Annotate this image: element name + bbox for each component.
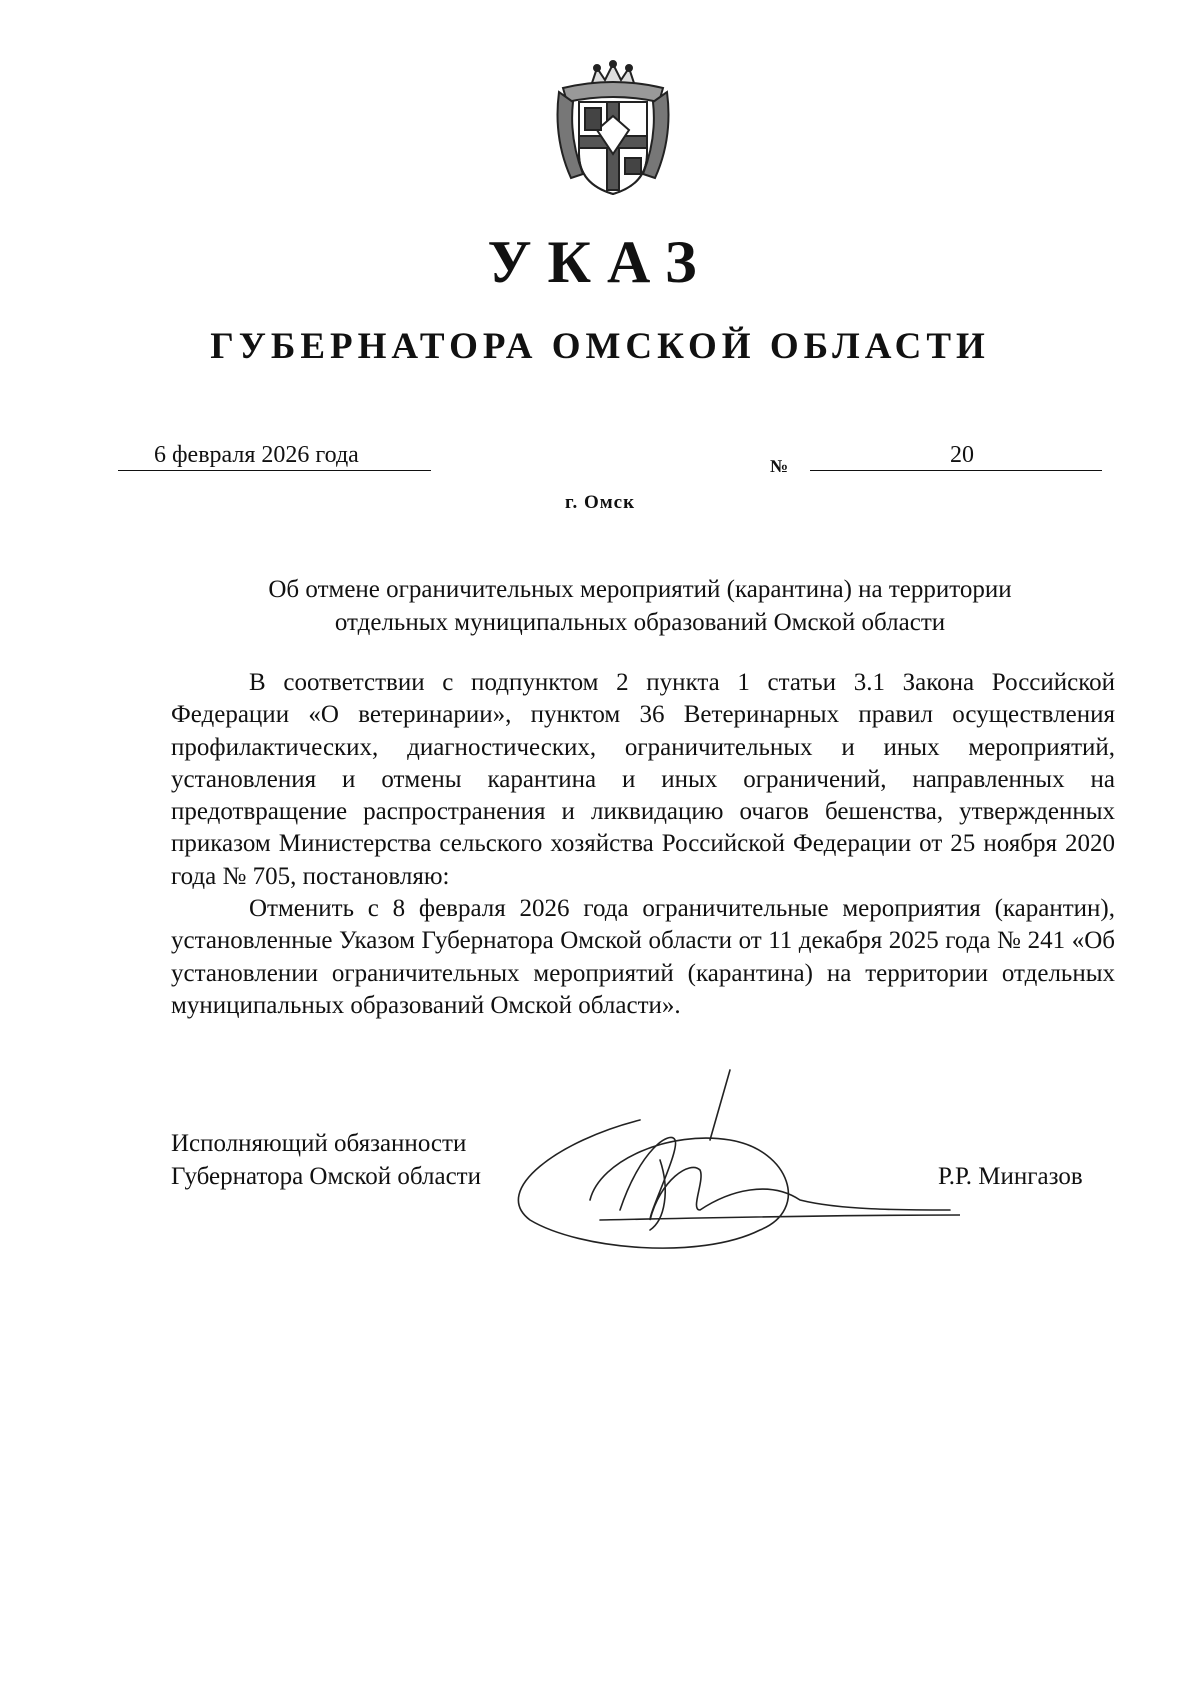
decree-heading-line: Об отмене ограничительных мероприятий (карантина) на территории bbox=[268, 576, 1012, 603]
decree-number: 20 bbox=[950, 442, 974, 468]
decree-heading bbox=[160, 573, 1120, 639]
coat-of-arms-icon bbox=[553, 58, 673, 198]
decree-heading-line: отдельных муниципальных образований Омской области bbox=[334, 609, 946, 636]
body-paragraph: В соответствии с подпунктом 2 пункта 1 статьи 3.1 Закона Российской Федерации «О ветеринарии», пунктом 36 Ветеринарных правил осуществления профилактических, диагностических, ограничительных и иных мероприятий, установления и отмены карантина и иных ограничений, направленных на предотвращение распространения и ликвидацию очагов бешенства, утвержденных приказом Министерства сельского хозяйства Российской Федерации от 25 ноября 2020 года № 705, постановляю: bbox=[171, 669, 1115, 890]
decree-date-field bbox=[118, 440, 431, 471]
document-subtitle: ГУБЕРНАТОРА ОМСКОЙ ОБЛАСТИ bbox=[210, 326, 990, 367]
decree-city: г. Омск bbox=[564, 492, 636, 513]
signatory-position bbox=[171, 1127, 481, 1193]
document-title: УКАЗ bbox=[487, 229, 713, 295]
handwritten-signature bbox=[500, 1060, 960, 1270]
decree-number-label: № bbox=[770, 456, 789, 476]
decree-date: 6 февраля 2026 года bbox=[154, 442, 359, 468]
body-paragraph: Отменить с 8 февраля 2026 года ограничительные мероприятия (карантин), установленные Указом Губернатора Омской области от 11 декабря 2025 года № 241 «Об установлении ограничительных мероприятий (карантина) на территории отдельных муниципальных образований Омской области». bbox=[171, 895, 1115, 1019]
signatory-name: Р.Р. Мингазов bbox=[938, 1163, 1083, 1190]
signatory-position-line: Исполняющий обязанности bbox=[171, 1130, 467, 1157]
decree-body bbox=[171, 667, 1115, 1022]
signatory-position-line: Губернатора Омской области bbox=[171, 1163, 481, 1190]
decree-number-field bbox=[810, 440, 1102, 471]
